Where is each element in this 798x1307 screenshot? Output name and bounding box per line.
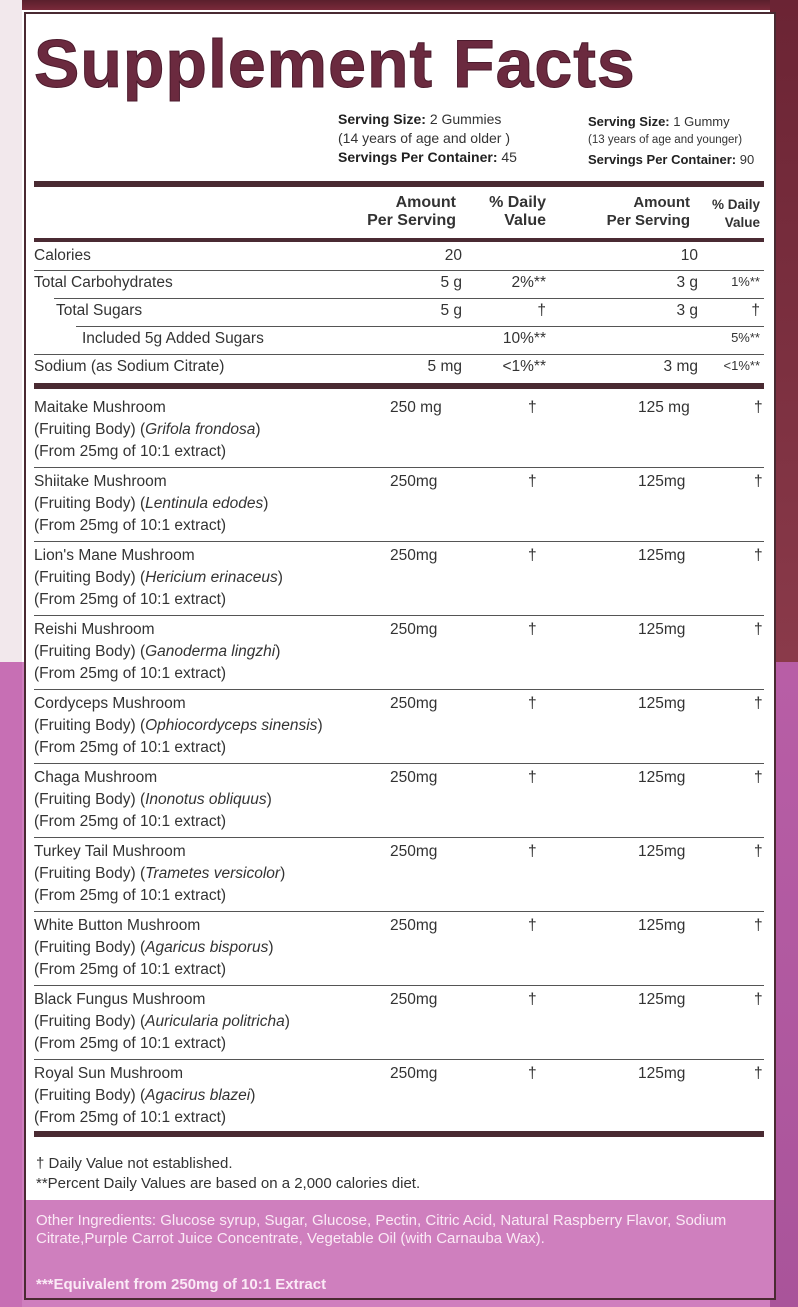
daily-value-1: † bbox=[528, 769, 537, 786]
mushroom-name: Turkey Tail Mushroom bbox=[34, 843, 186, 860]
daily-value-1: † bbox=[537, 302, 546, 319]
mushroom-body bbox=[34, 715, 323, 737]
mushroom-name-block bbox=[34, 767, 272, 833]
amount-1: 250mg bbox=[390, 621, 438, 638]
mushroom-name-block bbox=[34, 397, 261, 463]
row-divider bbox=[34, 689, 764, 690]
mushroom-name: Reishi Mushroom bbox=[34, 621, 155, 638]
serving-size-label: Serving Size: bbox=[338, 111, 426, 127]
amount-2: 125mg bbox=[638, 917, 686, 934]
amount-1: 5 g bbox=[440, 302, 462, 319]
daily-value-2: † bbox=[754, 399, 763, 416]
body-prefix: (Fruiting Body) ( bbox=[34, 569, 146, 586]
daily-value-2: † bbox=[754, 843, 763, 860]
serving-info-adult bbox=[338, 110, 588, 167]
header-dv-text: % Daily bbox=[489, 194, 546, 211]
row-divider bbox=[34, 467, 764, 468]
header-amount-text: Amount bbox=[633, 194, 690, 211]
servings-per-container-value: 45 bbox=[501, 149, 517, 165]
daily-value-2: † bbox=[754, 1065, 763, 1082]
amount-2: 125mg bbox=[638, 621, 686, 638]
header-amount-1 bbox=[346, 194, 456, 230]
mushroom-name-block bbox=[34, 841, 285, 907]
daily-value-1: † bbox=[528, 621, 537, 638]
mushroom-extract: (From 25mg of 10:1 extract) bbox=[34, 739, 227, 756]
body-prefix: (Fruiting Body) ( bbox=[34, 1013, 146, 1030]
mushroom-body bbox=[34, 567, 283, 589]
body-suffix: ) bbox=[266, 791, 272, 808]
mushroom-body bbox=[34, 1085, 255, 1107]
body-suffix: ) bbox=[280, 865, 286, 882]
daily-value-1: † bbox=[528, 917, 537, 934]
amount-2: 125mg bbox=[638, 1065, 686, 1082]
daily-value-1: † bbox=[528, 473, 537, 490]
amount-2: 125mg bbox=[638, 991, 686, 1008]
amount-2: 125mg bbox=[638, 547, 686, 564]
amount-1: 250mg bbox=[390, 769, 438, 786]
row-divider bbox=[76, 326, 764, 327]
amount-2: 10 bbox=[680, 247, 698, 264]
equivalent-note: ***Equivalent from 250mg of 10:1 Extract bbox=[36, 1276, 327, 1293]
header-dv-1 bbox=[466, 194, 546, 230]
daily-value-1: <1%** bbox=[502, 358, 546, 375]
footnote-dagger: † Daily Value not established. bbox=[36, 1155, 233, 1172]
daily-value-1: † bbox=[528, 843, 537, 860]
mushroom-extract: (From 25mg of 10:1 extract) bbox=[34, 813, 227, 830]
amount-2: 125mg bbox=[638, 843, 686, 860]
servings-per-container-label: Servings Per Container: bbox=[338, 149, 498, 165]
mushroom-body bbox=[34, 789, 272, 811]
amount-1: 250mg bbox=[390, 695, 438, 712]
daily-value-1: † bbox=[528, 547, 537, 564]
body-suffix: ) bbox=[284, 1013, 290, 1030]
mushroom-name-block bbox=[34, 1063, 255, 1129]
amount-2: 125 mg bbox=[638, 399, 690, 416]
mushroom-name: Cordyceps Mushroom bbox=[34, 695, 186, 712]
servings-per-container-value: 90 bbox=[739, 152, 755, 167]
mushroom-body bbox=[34, 1011, 290, 1033]
left-edge bbox=[0, 0, 22, 1307]
servings-per-container-label: Servings Per Container: bbox=[588, 152, 737, 167]
header-per-serving-text: Per Serving bbox=[367, 212, 456, 229]
nutrient-name: Sodium (as Sodium Citrate) bbox=[34, 358, 225, 375]
mushroom-latin: Agaricus bisporus bbox=[145, 939, 269, 956]
other-ingredients: Other Ingredients: Glucose syrup, Sugar, Glucose, Pectin, Citric Acid, Natural Raspberry Flavor, Sodium Citrate,Purple Carrot Juice Concentrate, Vegetable Oil (with Carnauba Wax). bbox=[36, 1212, 727, 1247]
mushroom-extract: (From 25mg of 10:1 extract) bbox=[34, 1109, 227, 1126]
divider-thick bbox=[34, 181, 764, 187]
row-divider bbox=[34, 837, 764, 838]
mushroom-name-block bbox=[34, 471, 268, 537]
mushroom-body bbox=[34, 419, 261, 441]
divider-header bbox=[34, 238, 764, 242]
body-suffix: ) bbox=[255, 421, 261, 438]
daily-value-2: 5%** bbox=[731, 330, 760, 345]
daily-value-1: † bbox=[528, 1065, 537, 1082]
daily-value-1: † bbox=[528, 399, 537, 416]
serving-info-child bbox=[588, 112, 774, 169]
daily-value-2: <1%** bbox=[723, 358, 760, 373]
mushroom-name: Black Fungus Mushroom bbox=[34, 991, 206, 1008]
serving-size-label: Serving Size: bbox=[588, 114, 670, 129]
daily-value-2: † bbox=[754, 695, 763, 712]
amount-1: 5 g bbox=[440, 274, 462, 291]
mushroom-body bbox=[34, 493, 268, 515]
daily-value-1: 2%** bbox=[511, 274, 546, 291]
row-divider bbox=[34, 541, 764, 542]
body-prefix: (Fruiting Body) ( bbox=[34, 939, 146, 956]
daily-value-2: † bbox=[754, 473, 763, 490]
amount-1: 5 mg bbox=[427, 358, 462, 375]
nutrient-name: Included 5g Added Sugars bbox=[82, 330, 264, 347]
mushroom-extract: (From 25mg of 10:1 extract) bbox=[34, 591, 227, 608]
body-suffix: ) bbox=[250, 1087, 256, 1104]
mushroom-name: Maitake Mushroom bbox=[34, 399, 166, 416]
mushroom-extract: (From 25mg of 10:1 extract) bbox=[34, 517, 227, 534]
nutrient-name: Total Carbohydrates bbox=[34, 274, 173, 291]
amount-2: 3 g bbox=[676, 302, 698, 319]
mushroom-name-block bbox=[34, 989, 290, 1055]
mushroom-name-block bbox=[34, 693, 323, 759]
daily-value-2: † bbox=[751, 302, 760, 319]
body-prefix: (Fruiting Body) ( bbox=[34, 421, 146, 438]
daily-value-2: † bbox=[754, 769, 763, 786]
amount-2: 125mg bbox=[638, 695, 686, 712]
header-amount-text: Amount bbox=[395, 194, 456, 211]
row-divider bbox=[34, 270, 764, 271]
serving-age: (14 years of age and older ) bbox=[338, 130, 510, 146]
row-divider bbox=[34, 1059, 764, 1060]
header-per-serving-text: Per Serving bbox=[606, 212, 690, 229]
mushroom-latin: Agacirus blazei bbox=[145, 1087, 251, 1104]
daily-value-1: 10%** bbox=[502, 330, 546, 347]
amount-2: 125mg bbox=[638, 473, 686, 490]
daily-value-1: † bbox=[528, 991, 537, 1008]
amount-1: 250mg bbox=[390, 917, 438, 934]
mushroom-extract: (From 25mg of 10:1 extract) bbox=[34, 665, 227, 682]
header-dv-2 bbox=[696, 196, 760, 232]
body-suffix: ) bbox=[317, 717, 323, 734]
serving-age: (13 years of age and younger) bbox=[588, 134, 743, 146]
serving-size-value: 2 Gummies bbox=[429, 111, 502, 127]
mushroom-extract: (From 25mg of 10:1 extract) bbox=[34, 887, 227, 904]
mushroom-name: Royal Sun Mushroom bbox=[34, 1065, 184, 1082]
supplement-facts-panel bbox=[24, 12, 776, 1300]
amount-2: 125mg bbox=[638, 769, 686, 786]
mushroom-body bbox=[34, 937, 274, 959]
amount-1: 250mg bbox=[390, 547, 438, 564]
amount-1: 250mg bbox=[390, 991, 438, 1008]
mushroom-name-block bbox=[34, 545, 283, 611]
amount-1: 250mg bbox=[390, 1065, 438, 1082]
amount-1: 250 mg bbox=[390, 399, 442, 416]
body-prefix: (Fruiting Body) ( bbox=[34, 791, 146, 808]
mushroom-latin: Auricularia politricha bbox=[145, 1013, 285, 1030]
mushroom-latin: Lentinula edodes bbox=[145, 495, 264, 512]
mushroom-latin: Trametes versicolor bbox=[145, 865, 281, 882]
daily-value-2: † bbox=[754, 621, 763, 638]
body-suffix: ) bbox=[277, 569, 283, 586]
divider-thick bbox=[34, 383, 764, 389]
amount-1: 250mg bbox=[390, 843, 438, 860]
mushroom-name: Shiitake Mushroom bbox=[34, 473, 167, 490]
body-suffix: ) bbox=[268, 939, 274, 956]
row-divider bbox=[34, 763, 764, 764]
mushroom-name: Chaga Mushroom bbox=[34, 769, 158, 786]
daily-value-1: † bbox=[528, 695, 537, 712]
mushroom-body bbox=[34, 641, 280, 663]
amount-2: 3 mg bbox=[663, 358, 698, 375]
nutrient-name: Total Sugars bbox=[56, 302, 143, 319]
header-amount-2 bbox=[586, 194, 690, 230]
mushroom-latin: Ophiocordyceps sinensis bbox=[145, 717, 318, 734]
body-prefix: (Fruiting Body) ( bbox=[34, 717, 146, 734]
body-prefix: (Fruiting Body) ( bbox=[34, 643, 146, 660]
body-prefix: (Fruiting Body) ( bbox=[34, 865, 146, 882]
mushroom-latin: Ganoderma lingzhi bbox=[145, 643, 276, 660]
row-divider bbox=[34, 911, 764, 912]
footnote-percent: **Percent Daily Values are based on a 2,000 calories diet. bbox=[36, 1175, 421, 1192]
mushroom-extract: (From 25mg of 10:1 extract) bbox=[34, 1035, 227, 1052]
row-divider bbox=[54, 298, 764, 299]
row-divider bbox=[34, 615, 764, 616]
row-divider bbox=[34, 354, 764, 355]
mushroom-extract: (From 25mg of 10:1 extract) bbox=[34, 961, 227, 978]
mushroom-name: White Button Mushroom bbox=[34, 917, 201, 934]
serving-size-value: 1 Gummy bbox=[673, 114, 730, 129]
daily-value-2: † bbox=[754, 917, 763, 934]
mushroom-latin: Grifola frondosa bbox=[145, 421, 256, 438]
row-divider bbox=[34, 985, 764, 986]
header-value-text: Value bbox=[504, 212, 546, 229]
daily-value-2: † bbox=[754, 547, 763, 564]
mushroom-name-block bbox=[34, 619, 280, 685]
header-value-text: Value bbox=[724, 215, 760, 230]
body-suffix: ) bbox=[275, 643, 281, 660]
body-prefix: (Fruiting Body) ( bbox=[34, 1087, 146, 1104]
amount-2: 3 g bbox=[676, 274, 698, 291]
mushroom-name: Lion's Mane Mushroom bbox=[34, 547, 195, 564]
body-prefix: (Fruiting Body) ( bbox=[34, 495, 146, 512]
mushroom-extract: (From 25mg of 10:1 extract) bbox=[34, 443, 227, 460]
mushroom-body bbox=[34, 863, 285, 885]
divider-thick bbox=[34, 1131, 764, 1137]
daily-value-2: † bbox=[754, 991, 763, 1008]
mushroom-latin: Hericium erinaceus bbox=[145, 569, 278, 586]
amount-1: 20 bbox=[444, 247, 462, 264]
panel-title: Supplement Facts bbox=[34, 26, 636, 102]
header-dv-text: % Daily bbox=[711, 197, 760, 212]
body-suffix: ) bbox=[263, 495, 269, 512]
nutrient-name: Calories bbox=[34, 247, 91, 264]
mushroom-name-block bbox=[34, 915, 274, 981]
amount-1: 250mg bbox=[390, 473, 438, 490]
mushroom-latin: Inonotus obliquus bbox=[145, 791, 267, 808]
daily-value-2: 1%** bbox=[731, 274, 760, 289]
